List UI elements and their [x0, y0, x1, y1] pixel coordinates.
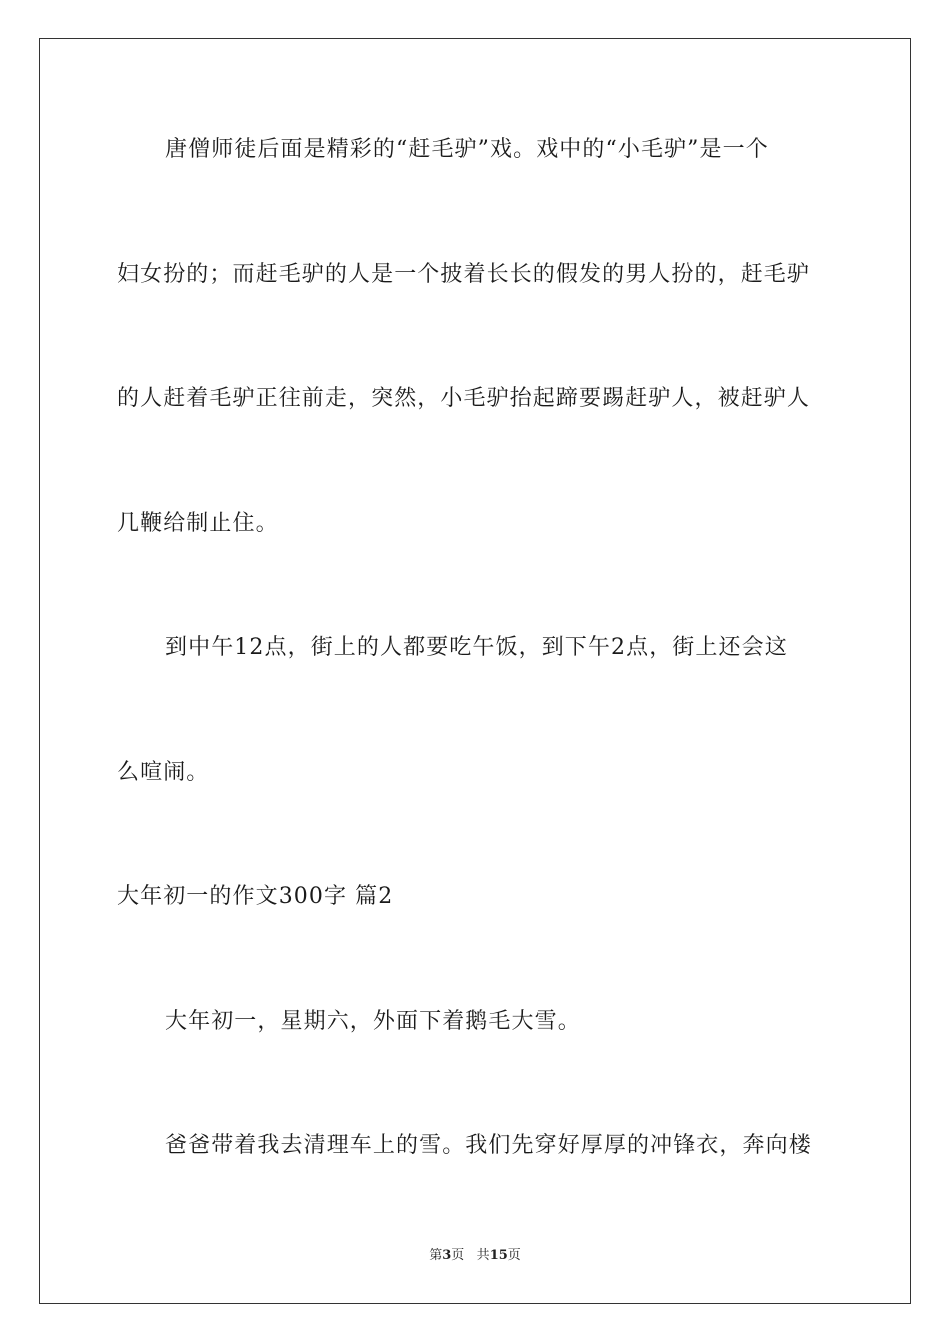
paragraph-line: 妇女扮的；而赶毛驴的人是一个披着长长的假发的男人扮的，赶毛驴 [117, 262, 811, 287]
footer-total-number: 15 [489, 1248, 508, 1263]
paragraph-line: 的人赶着毛驴正往前走，突然，小毛驴抬起蹄要踢赶驴人，被赶驴人 [117, 386, 811, 411]
footer-total-prefix: 共 [476, 1248, 490, 1263]
page-border [39, 38, 911, 1304]
paragraph-line: 几鞭给制止住。 [117, 511, 279, 536]
paragraph-line: 到中午12点，街上的人都要吃午饭，到下午2点，街上还会这 [165, 635, 788, 660]
paragraph-line: 爸爸带着我去清理车上的雪。我们先穿好厚厚的冲锋衣，奔向楼 [165, 1133, 812, 1158]
paragraph-line: 大年初一，星期六，外面下着鹅毛大雪。 [165, 1009, 581, 1034]
page-footer [0, 1247, 950, 1265]
footer-page-number: 3 [442, 1248, 452, 1263]
footer-page-suffix: 页 [451, 1248, 465, 1263]
footer-page-prefix: 第 [429, 1248, 443, 1263]
section-heading: 大年初一的作文300字 篇2 [117, 884, 394, 909]
footer-total-suffix: 页 [507, 1248, 521, 1263]
paragraph-line: 唐僧师徒后面是精彩的“赶毛驴”戏。戏中的“小毛驴”是一个 [165, 137, 769, 162]
paragraph-line: 么喧闹。 [117, 760, 210, 785]
